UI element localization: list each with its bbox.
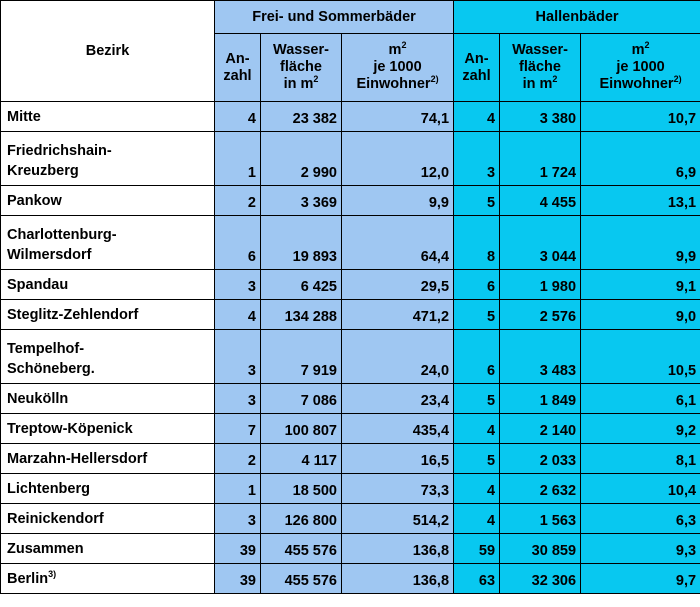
frei-wasserflaeche-cell: 6 425 (261, 270, 342, 300)
hall-anzahl-cell: 4 (454, 474, 500, 504)
hall-je-1000-cell: 9,7 (581, 564, 700, 594)
hall-je-1000-cell: 6,3 (581, 504, 700, 534)
hall-wasserflaeche-cell: 2 576 (500, 300, 581, 330)
frei-wasserflaeche-cell: 2 990 (261, 132, 342, 186)
hall-anzahl-cell: 5 (454, 444, 500, 474)
frei-wasserflaeche-cell: 455 576 (261, 534, 342, 564)
hall-wasserflaeche-cell: 1 563 (500, 504, 581, 534)
hall-je-1000-cell: 8,1 (581, 444, 700, 474)
frei-anzahl-cell: 4 (215, 102, 261, 132)
frei-wasserflaeche-cell: 100 807 (261, 414, 342, 444)
hall-anzahl-cell: 4 (454, 102, 500, 132)
hall-wasserflaeche-cell: 3 044 (500, 216, 581, 270)
hall-wasserflaeche-cell: 3 483 (500, 330, 581, 384)
hall-wasserflaeche-cell: 2 033 (500, 444, 581, 474)
frei-anzahl-cell: 3 (215, 504, 261, 534)
header-hall-wasserflaeche: Wasser- fläche in $m^2$ (500, 34, 581, 102)
bezirk-name-cell (1, 444, 215, 474)
frei-anzahl-cell: 1 (215, 132, 261, 186)
bezirk-name-cell (1, 384, 215, 414)
table-row (1, 186, 700, 216)
hall-anzahl-cell: 59 (454, 534, 500, 564)
bezirk-name-cell (1, 330, 215, 384)
hall-wasserflaeche-cell: 1 980 (500, 270, 581, 300)
frei-je-1000-cell: 471,2 (342, 300, 454, 330)
table-row (1, 330, 700, 384)
hall-anzahl-cell: 5 (454, 384, 500, 414)
frei-wasserflaeche-cell: 134 288 (261, 300, 342, 330)
bezirk-name-cell (1, 132, 215, 186)
frei-anzahl-cell: 3 (215, 270, 261, 300)
bezirk-name-cell (1, 504, 215, 534)
frei-anzahl-cell: 39 (215, 564, 261, 594)
frei-je-1000-cell: 16,5 (342, 444, 454, 474)
table-row (1, 384, 700, 414)
hall-wasserflaeche-cell: 3 380 (500, 102, 581, 132)
frei-anzahl-cell: 3 (215, 330, 261, 384)
hall-je-1000-cell: 9,1 (581, 270, 700, 300)
frei-je-1000-cell: 136,8 (342, 534, 454, 564)
frei-je-1000-cell: 514,2 (342, 504, 454, 534)
frei-je-1000-cell: 64,4 (342, 216, 454, 270)
frei-wasserflaeche-cell: 18 500 (261, 474, 342, 504)
bezirk-name-line: Marzahn-Hellersdorf (7, 451, 148, 467)
bezirk-name-line: Friedrichshain- (7, 143, 112, 159)
bezirk-name-cell (1, 534, 215, 564)
frei-anzahl-cell: 39 (215, 534, 261, 564)
hall-je-1000-cell: 6,9 (581, 132, 700, 186)
bezirk-name-line: Spandau (7, 277, 69, 293)
hall-wasserflaeche-cell: 4 455 (500, 186, 581, 216)
hall-anzahl-cell: 5 (454, 300, 500, 330)
bezirk-name-line: Berlin (7, 571, 49, 587)
bezirk-name-line: Kreuzberg (7, 163, 79, 179)
frei-wasserflaeche-cell: 3 369 (261, 186, 342, 216)
table-row (1, 102, 700, 132)
hall-anzahl-cell: 8 (454, 216, 500, 270)
bezirk-name-cell (1, 474, 215, 504)
bezirk-name-line: Reinickendorf (7, 511, 104, 527)
bezirk-name-cell (1, 216, 215, 270)
frei-anzahl-cell: 2 (215, 186, 261, 216)
hall-anzahl-cell: 3 (454, 132, 500, 186)
bezirk-name-line: Steglitz-Zehlendorf (7, 307, 139, 323)
frei-anzahl-cell: 7 (215, 414, 261, 444)
bezirk-name-line: Treptow-Köpenick (7, 421, 133, 437)
hall-wasserflaeche-cell: 32 306 (500, 564, 581, 594)
summary-row (1, 534, 700, 564)
bezirk-name-cell (1, 414, 215, 444)
frei-anzahl-cell: 4 (215, 300, 261, 330)
header-frei-anzahl: An- zahl (215, 34, 261, 102)
hall-wasserflaeche-cell: 2 632 (500, 474, 581, 504)
table-row (1, 474, 700, 504)
bezirk-name-line: Tempelhof- (7, 341, 85, 357)
header-hall-anzahl: An- zahl (454, 34, 500, 102)
bezirk-name-line: Mitte (7, 109, 41, 125)
hall-anzahl-cell: 4 (454, 504, 500, 534)
bezirk-name-line: Lichtenberg (7, 481, 90, 497)
frei-wasserflaeche-cell: 4 117 (261, 444, 342, 474)
frei-je-1000-cell: 435,4 (342, 414, 454, 444)
summary-row (1, 564, 700, 594)
header-frei-wasserflaeche: Wasser- fläche in $m^2$ (261, 34, 342, 102)
frei-wasserflaeche-cell: 19 893 (261, 216, 342, 270)
frei-wasserflaeche-cell: 23 382 (261, 102, 342, 132)
table-row (1, 504, 700, 534)
frei-wasserflaeche-cell: 455 576 (261, 564, 342, 594)
hall-je-1000-cell: 10,5 (581, 330, 700, 384)
bezirk-name-line: Charlottenburg- (7, 227, 117, 243)
frei-je-1000-cell: 74,1 (342, 102, 454, 132)
frei-wasserflaeche-cell: 7 919 (261, 330, 342, 384)
footnote-marker: 3) (48, 569, 57, 580)
hall-je-1000-cell: 9,0 (581, 300, 700, 330)
frei-je-1000-cell: 29,5 (342, 270, 454, 300)
hall-anzahl-cell: 63 (454, 564, 500, 594)
table-row (1, 414, 700, 444)
frei-anzahl-cell: 6 (215, 216, 261, 270)
header-group-hallenbaeder: Hallenbäder (454, 1, 700, 34)
frei-je-1000-cell: 23,4 (342, 384, 454, 414)
bezirk-name-line: Schöneberg. (7, 361, 95, 377)
frei-anzahl-cell: 3 (215, 384, 261, 414)
frei-je-1000-cell: 24,0 (342, 330, 454, 384)
bezirk-name-cell (1, 300, 215, 330)
table-row (1, 132, 700, 186)
hall-je-1000-cell: 9,2 (581, 414, 700, 444)
header-bezirk: Bezirk (1, 1, 215, 102)
frei-je-1000-cell: 73,3 (342, 474, 454, 504)
frei-je-1000-cell: 9,9 (342, 186, 454, 216)
frei-anzahl-cell: 2 (215, 444, 261, 474)
frei-anzahl-cell: 1 (215, 474, 261, 504)
bezirk-name-cell (1, 102, 215, 132)
hall-anzahl-cell: 6 (454, 270, 500, 300)
hall-anzahl-cell: 4 (454, 414, 500, 444)
bezirk-name-cell (1, 270, 215, 300)
frei-je-1000-cell: 136,8 (342, 564, 454, 594)
table-row (1, 270, 700, 300)
hall-je-1000-cell: 10,4 (581, 474, 700, 504)
bezirk-name-cell (1, 186, 215, 216)
hall-je-1000-cell: 9,3 (581, 534, 700, 564)
frei-je-1000-cell: 12,0 (342, 132, 454, 186)
header-hall-je-1000-einwohner: $m^2$ je 1000 Einwohner$^{2)}$ (581, 34, 700, 102)
bezirk-name-line: Zusammen (7, 541, 84, 557)
bezirk-name-line: Wilmersdorf (7, 247, 92, 263)
frei-wasserflaeche-cell: 7 086 (261, 384, 342, 414)
hall-wasserflaeche-cell: 2 140 (500, 414, 581, 444)
hall-je-1000-cell: 10,7 (581, 102, 700, 132)
hall-wasserflaeche-cell: 1 724 (500, 132, 581, 186)
hall-je-1000-cell: 6,1 (581, 384, 700, 414)
hall-je-1000-cell: 9,9 (581, 216, 700, 270)
table-row (1, 444, 700, 474)
header-frei-je-1000-einwohner: $m^2$ je 1000 Einwohner$^{2)}$ (342, 34, 454, 102)
table-body (1, 102, 700, 594)
frei-wasserflaeche-cell: 126 800 (261, 504, 342, 534)
bezirk-name-cell (1, 564, 215, 594)
bezirk-name-line: Neukölln (7, 391, 69, 407)
bezirk-name-line: Pankow (7, 193, 62, 209)
hall-je-1000-cell: 13,1 (581, 186, 700, 216)
table-row (1, 300, 700, 330)
hall-wasserflaeche-cell: 1 849 (500, 384, 581, 414)
hall-anzahl-cell: 6 (454, 330, 500, 384)
header-group-frei-sommerbaeder: Frei- und Sommerbäder (215, 1, 454, 34)
hall-wasserflaeche-cell: 30 859 (500, 534, 581, 564)
hall-anzahl-cell: 5 (454, 186, 500, 216)
table-row (1, 216, 700, 270)
